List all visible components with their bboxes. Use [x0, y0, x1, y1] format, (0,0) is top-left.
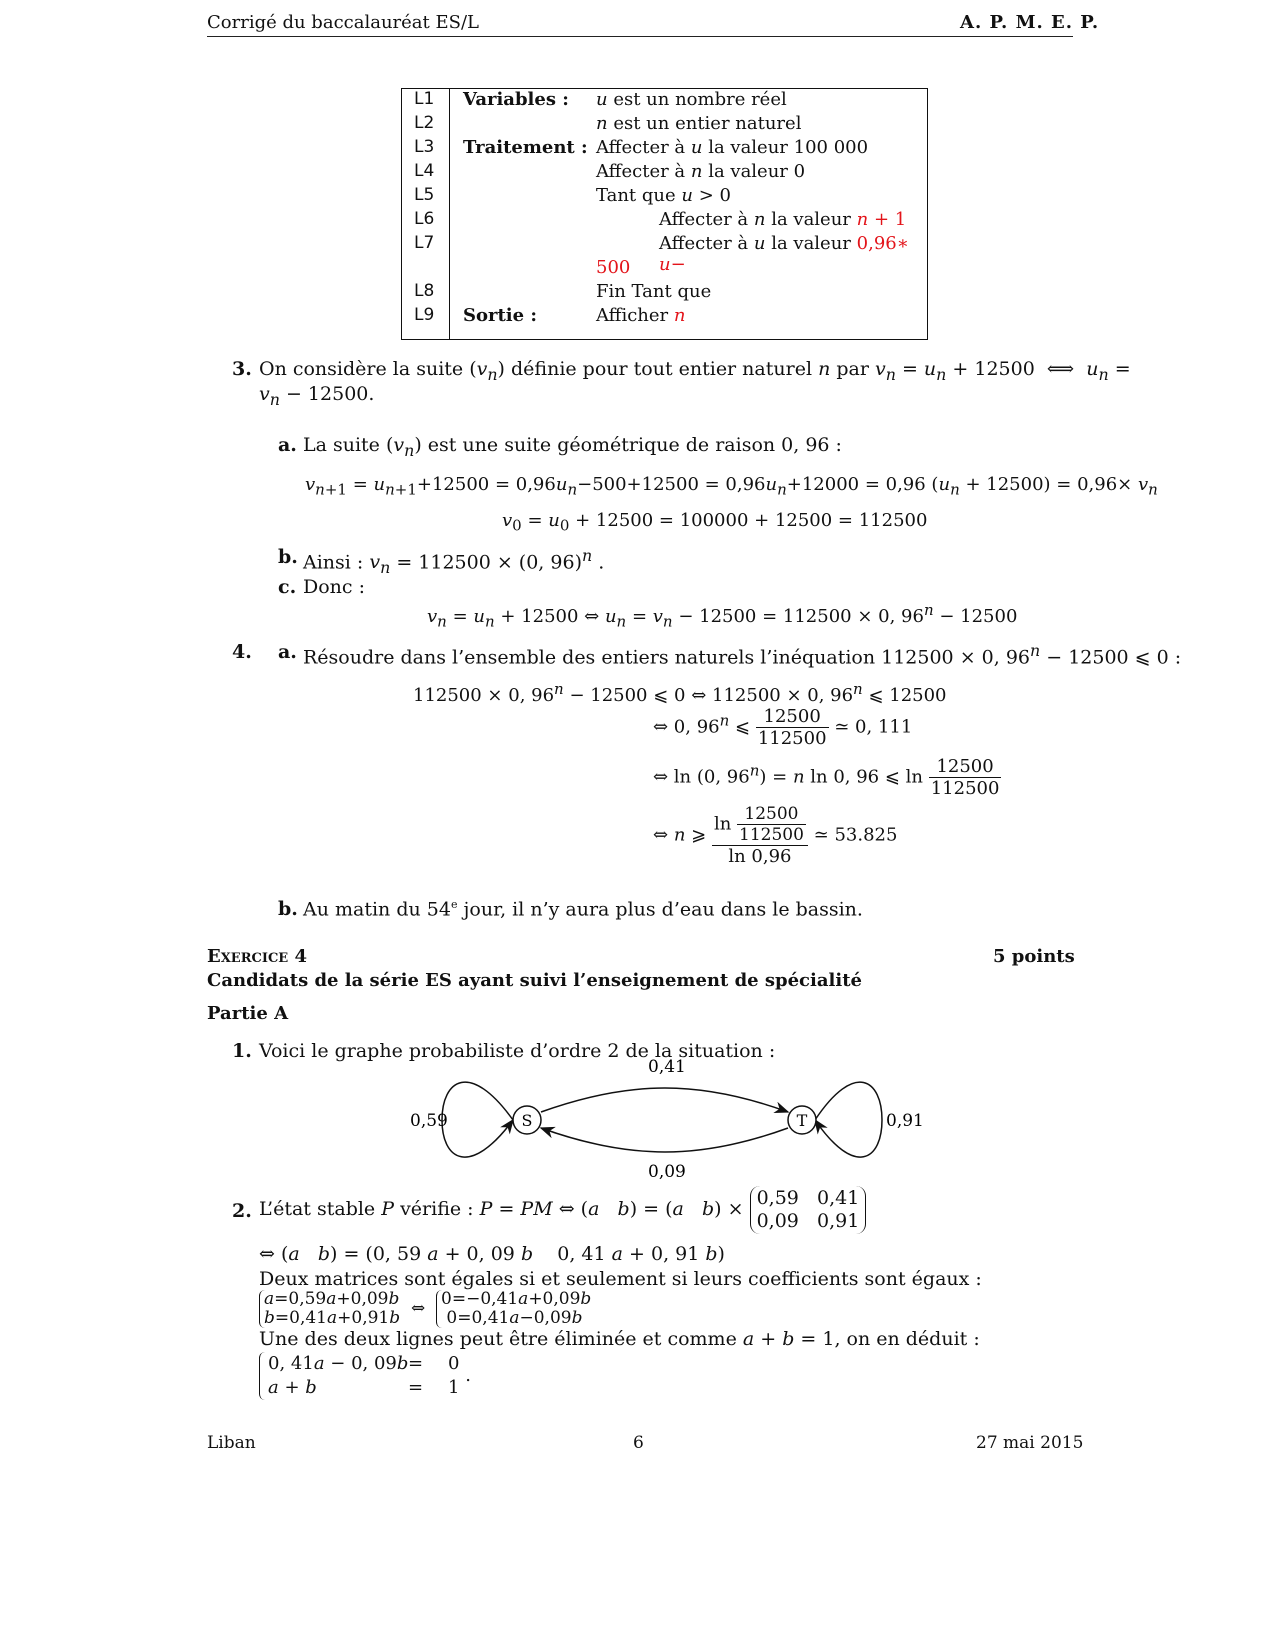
- q3-line2: $v_n - 12500$.: [259, 383, 375, 409]
- q3b-label: b.: [278, 546, 298, 568]
- partA-q2-number: 2.: [232, 1200, 252, 1222]
- exercise-points: 5 points: [993, 946, 1075, 967]
- q4-number: 4.: [232, 641, 252, 663]
- label-p-st: 0,41: [648, 1057, 686, 1077]
- line-number: L9: [414, 305, 435, 325]
- algo-row: [402, 113, 927, 137]
- footer-left: Liban: [207, 1433, 256, 1453]
- line-number: L5: [414, 185, 435, 205]
- instruction: Tant que u > 0: [596, 185, 731, 206]
- instruction: u est un nombre réel: [596, 89, 787, 110]
- algo-row: [402, 161, 927, 185]
- q3a-equation-2: $v_0 = u_0 + 12500 = 100000 + 12500 = 112500$: [502, 510, 928, 535]
- instruction: Fin Tant que: [596, 281, 712, 302]
- footer-date: 27 mai 2015: [976, 1433, 1084, 1453]
- q3-line1: On considère la suite $(v_n)$ définie pour tout entier naturel n par $v_n = u_n + 12500$ ⟺ $u_n$ =: [259, 358, 1131, 384]
- edge-s-to-t: [541, 1088, 788, 1112]
- header-rule: [207, 36, 1073, 37]
- partA-q2-text2: Deux matrices sont égales si et seulement si leurs coefficients sont égaux :: [259, 1268, 982, 1290]
- instruction: Affecter à u la valeur 0,96∗ u−: [659, 233, 909, 275]
- loop-s-arrow: [442, 1082, 513, 1157]
- partA-q2-equation: ⇔ (a b) = (0, 59 a + 0, 09 b 0, 41 a + 0, 91 b): [259, 1243, 725, 1265]
- section-variables: Variables :: [463, 89, 569, 110]
- instruction: Affecter à n la valeur 0: [596, 161, 806, 182]
- header-right: A. P. M. E. P.: [960, 12, 1100, 33]
- system-1: a=0,59a+0,09b b=0,41a+0,91b: [259, 1290, 400, 1328]
- q3b-text: Ainsi : $v_n = 112500 \times (0$, 96)$^n$ .: [303, 546, 605, 578]
- partA-q2-line: L’état stable P vérifie : P = PM ⇔ (a b) = (a b) × 0,59 0,41 0,09 0,91: [259, 1186, 866, 1234]
- instruction: Affecter à n la valeur n + 1: [659, 209, 907, 230]
- exercise-title: Exercice 4: [207, 946, 307, 967]
- part-title: Partie A: [207, 1003, 289, 1024]
- section-traitement: Traitement :: [463, 137, 588, 158]
- line-number: L7: [414, 233, 435, 253]
- fraction: $\frac{12500}{112500}$: [757, 706, 827, 749]
- line-number: L6: [414, 209, 435, 229]
- algo-row: [402, 305, 927, 329]
- node-t-label: T: [796, 1111, 808, 1130]
- q4a-equation-2: ⇔ 0, 96$^n$ ⩽ $\frac{12500}{112500}$ ≃ 0, 111: [653, 706, 913, 749]
- algo-row: [402, 209, 927, 233]
- line-number: L1: [414, 89, 435, 109]
- edge-t-to-s: [541, 1128, 788, 1152]
- q4b-label: b.: [278, 898, 298, 920]
- probabilistic-graph: [400, 1057, 924, 1182]
- instruction: Affecter à u la valeur 100 000: [596, 137, 869, 158]
- q3a-equation-1: $v_{n+1} = u_{n+1}+12500 = 0,96u_n-500+12500 = 0,96u_n+12000 = 0,96$ $(u_n + 12500) = 0,96\times v_n$: [305, 474, 1158, 499]
- q3a-text: La suite $(v_n)$ est une suite géométrique de raison 0, 96 :: [303, 434, 842, 460]
- algo-row: [402, 257, 927, 281]
- line-number: L8: [414, 281, 435, 301]
- header-left: Corrigé du baccalauréat ES/L: [207, 12, 479, 33]
- algorithm-table: [401, 88, 928, 340]
- algo-row: [402, 89, 927, 113]
- q4a-text: Résoudre dans l’ensemble des entiers naturels l’inéquation 112500 × 0, $96^n - 12500$ ⩽ 0 :: [303, 641, 1182, 669]
- transition-matrix: 0,59 0,41 0,09 0,91: [750, 1186, 867, 1234]
- line-number: L4: [414, 161, 435, 181]
- system-2: 0=−0,41a+0,09b 0=0,41a−0,09b: [436, 1290, 591, 1328]
- q4a-equation-1: 112500 × 0, $96^n - 12500$ ⩽ 0 ⇔ 112500 × 0, 96$^n$ ⩽ 12500: [413, 680, 947, 706]
- q3c-label: c.: [278, 576, 297, 598]
- algo-row: [402, 281, 927, 305]
- loop-t-arrow: [815, 1082, 882, 1157]
- label-p-ss: 0,59: [410, 1111, 448, 1131]
- instruction: n est un entier naturel: [596, 113, 802, 134]
- instruction: Afficher n: [596, 305, 686, 326]
- q3a-label: a.: [278, 434, 297, 456]
- label-p-tt: 0,91: [886, 1111, 924, 1131]
- partA-systems: a=0,59a+0,09b b=0,41a+0,91b ⇔ 0=−0,41a+0,09b 0=0,41a−0,09b: [259, 1290, 591, 1328]
- system-3: 0, 41a − 0, 09b= 0 a + b = 1: [259, 1352, 459, 1400]
- footer-page-number: 6: [633, 1433, 644, 1453]
- fraction: $\frac{12500}{112500}$: [930, 756, 1000, 799]
- q3c-text: Donc :: [303, 576, 365, 598]
- fraction: ln $\frac{12500}{112500}$ ln 0,96: [712, 804, 808, 867]
- q4a-equation-4: ⇔ n ⩾ ln $\frac{12500}{112500}$ ln 0,96 ≃ 53.825: [653, 804, 898, 867]
- algo-row: [402, 137, 927, 161]
- exercise-subtitle: Candidats de la série ES ayant suivi l’enseignement de spécialité: [207, 970, 862, 991]
- instruction-continued: 500: [596, 257, 631, 278]
- section-sortie: Sortie :: [463, 305, 538, 326]
- q4a-equation-3: ⇔ ln (0, $96^n) = n$ ln 0, 96 ⩽ ln $\frac{12500}{112500}$: [653, 756, 1000, 799]
- label-p-ts: 0,09: [648, 1162, 686, 1182]
- partA-q1-number: 1.: [232, 1040, 252, 1062]
- line-number: L3: [414, 137, 435, 157]
- q3-number: 3.: [232, 358, 252, 380]
- q3c-equation: $v_n = u_n + 12500$ ⇔ $u_n = v_n - 12500 = 112500 \times 0$, $96^n - 12500$: [427, 601, 1018, 631]
- q4b-text: Au matin du 54e jour, il n’y aura plus d’eau dans le bassin.: [303, 898, 863, 921]
- partA-q1-text: Voici le graphe probabiliste d’ordre 2 de la situation :: [259, 1040, 776, 1062]
- partA-system-3: 0, 41a − 0, 09b= 0 a + b = 1 .: [259, 1352, 471, 1400]
- partA-q2-text3: Une des deux lignes peut être éliminée et comme a + b = 1, on en déduit :: [259, 1328, 980, 1350]
- q4a-label: a.: [278, 641, 297, 663]
- line-number: L2: [414, 113, 435, 133]
- algo-row: [402, 185, 927, 209]
- node-s-label: S: [521, 1111, 533, 1130]
